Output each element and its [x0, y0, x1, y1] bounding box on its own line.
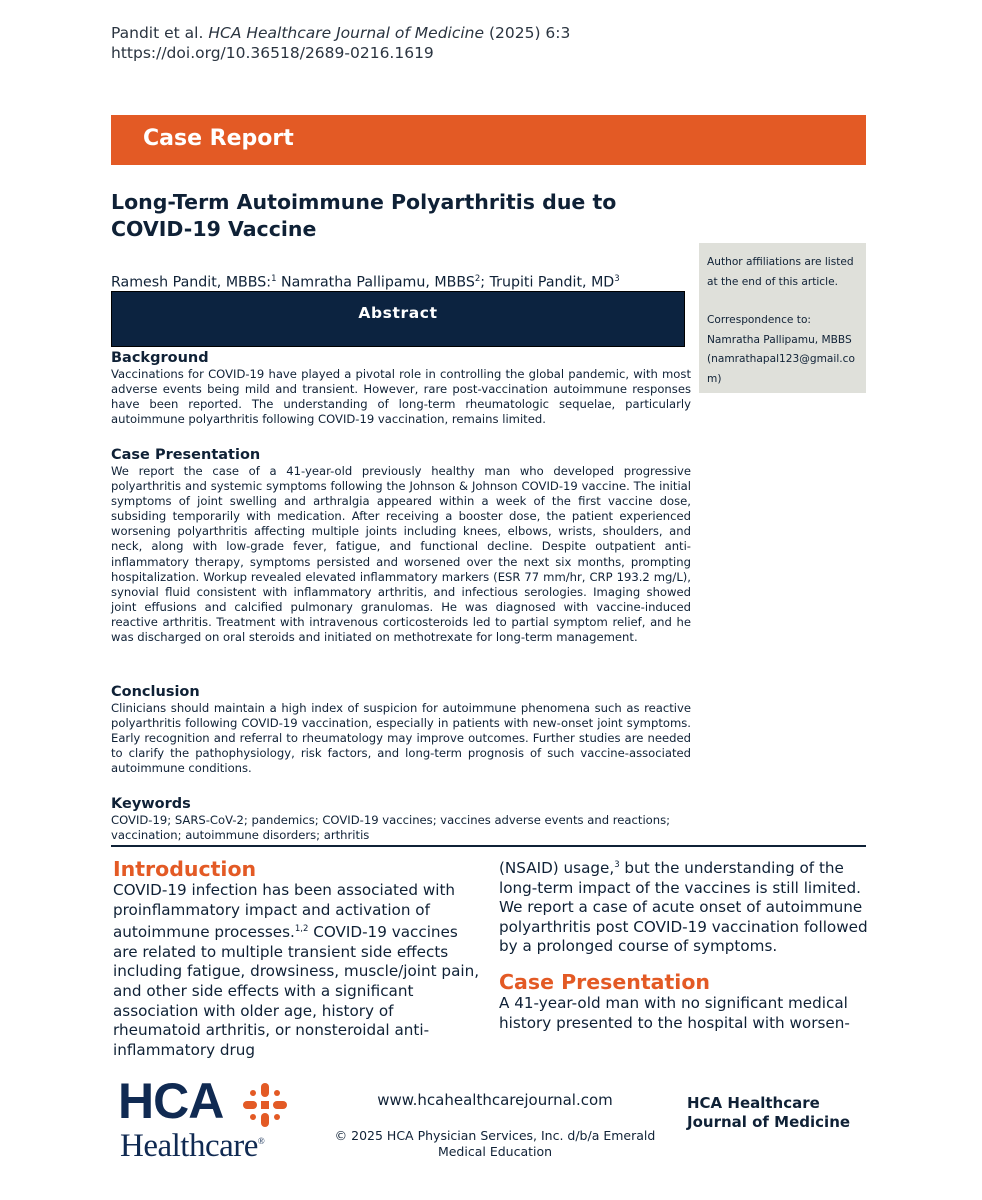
introduction-text-part: but the understanding of the long-term impact of the vaccines is still limited. We report a case of acute onset of autoimmune polyarthritis post COVID-19 vaccination followed by a prolonged course of symptoms. — [499, 859, 868, 956]
section-divider — [111, 845, 866, 847]
introduction-heading: Introduction — [113, 857, 257, 881]
correspondence-label: Correspondence to: — [707, 314, 811, 326]
author-affiliation-mark: 2 — [474, 274, 481, 284]
introduction-continued-text — [499, 856, 869, 957]
hca-healthcare-logo — [118, 1075, 308, 1170]
section-text: We report the case of a 41-year-old previously healthy man who developed progressive polyarthritis and systemic symptoms following the Johnson & Johnson COVID-19 vaccine. The initial symptoms of joint swelling and arthralgia appeared within a week of the first vaccine dose, subsiding temporarily with medication. After receiving a booster dose, the patient experienced worsening polyarthritis affecting multiple joints including knees, elbows, wrists, shoulders, and neck, along with low-grade fever, fatigue, and functional decline. Despite outpatient anti-inflammatory therapy, symptoms persisted and worsened over the next six months, prompting hospitalization. Workup revealed elevated inflammatory markers (ESR 77 mm/hr, CRP 193.2 mg/L), synovial fluid consistent with inflammatory arthritis, and infectious serologies. Imaging showed joint effusions and calcified pulmonary granulomas. He was diagnosed with vaccine-induced reactive arthritis. Treatment with intravenous corticosteroids led to partial symptom relief, and he was discharged on oral steroids and initiated on methotrexate for long-term management. — [111, 464, 691, 645]
citation-authors: Pandit et al. — [111, 24, 204, 42]
journal-website-link[interactable]: www.hcahealthcarejournal.com — [377, 1091, 613, 1109]
copyright-notice: © 2025 HCA Physician Services, Inc. d/b/a Emerald Medical Education — [334, 1128, 656, 1159]
logo-wordmark-top: HCA — [118, 1073, 224, 1129]
author-affiliation-mark: 3 — [614, 274, 620, 284]
journal-name-footer: HCA Healthcare Journal of Medicine — [687, 1094, 851, 1131]
section-text: Clinicians should maintain a high index of suspicion for autoimmune phenomena such as reactive polyarthritis following COVID-19 vaccination, especially in patients with new-onset joint symptoms. Early recognition and referral to rheumatology may improve outcomes. Further studies are needed to clarify the pathophysiology, risk factors, and long-term prognosis of such vaccine-associated autoimmune conditions. — [111, 701, 691, 776]
logo-wordmark-bottom — [120, 1123, 264, 1164]
section-text: Vaccinations for COVID-19 have played a pivotal role in controlling the global pandemic, with most adverse events being mild and transient. However, rare post-vaccination autoimmune responses have been reported. The understanding of long-term rheumatologic sequelae, particularly autoimmune polyarthritis following COVID-19 vaccination, remains limited. — [111, 367, 691, 427]
article-title-line-2: COVID-19 Vaccine — [111, 217, 317, 241]
abstract-case-section — [111, 447, 691, 645]
author-list — [111, 269, 620, 293]
section-heading: Conclusion — [111, 684, 200, 700]
citation-header — [111, 23, 570, 63]
logo-cross-icon — [241, 1081, 289, 1129]
section-heading: Keywords — [111, 796, 191, 812]
article-type-banner — [111, 115, 866, 165]
abstract-keywords-section — [111, 796, 671, 843]
section-heading: Background — [111, 350, 209, 366]
abstract-heading: Abstract — [358, 304, 438, 322]
abstract-conclusion-section — [111, 684, 691, 776]
author-name: Namratha Pallipamu, MBBS — [281, 274, 475, 291]
abstract-header-bar — [111, 291, 685, 347]
affiliations-note: Author affiliations are listed at the end of this article. — [707, 256, 854, 288]
body-column-right — [499, 856, 869, 1033]
article-title — [111, 189, 671, 243]
case-presentation-heading: Case Presentation — [499, 970, 710, 995]
citation-issue: (2025) 6:3 — [488, 24, 571, 42]
logo-wordmark-text: Healthcare — [120, 1128, 258, 1164]
author-affiliation-mark: 1 — [271, 274, 277, 284]
introduction-text-part: COVID-19 infection has been associated with proinflammatory impact and activation of autoimmune processes. — [113, 881, 456, 942]
introduction-text — [113, 881, 483, 1060]
section-heading: Case Presentation — [111, 447, 261, 463]
author-name: ; Trupiti Pandit, MD — [480, 274, 615, 291]
affiliation-sidebar — [699, 243, 866, 393]
case-presentation-text: A 41-year-old man with no significant medical history presented to the hospital with worsen- — [499, 994, 850, 1032]
citation-superscript: 3 — [614, 860, 620, 870]
body-column-left — [113, 857, 483, 1060]
citation-journal: HCA Healthcare Journal of Medicine — [208, 24, 485, 42]
correspondence-name: Namratha Pallipamu, MBBS — [707, 333, 852, 346]
article-type-label: Case Report — [143, 126, 294, 151]
introduction-text-part: COVID-19 vaccines are related to multiple transient side effects including fatigue, drowsiness, muscle/joint pain, and other side effects with a significant association with older age, history of rheumatoid arthritis, or nonsteroidal anti-inflammatory drug — [113, 923, 480, 1059]
doi-link[interactable]: https://doi.org/10.36518/2689-0216.1619 — [111, 44, 434, 62]
author-name: Ramesh Pandit, MBBS: — [111, 274, 272, 291]
citation-superscript: 1,2 — [294, 924, 309, 935]
introduction-text-part: (NSAID) usage, — [499, 859, 615, 878]
abstract-background-section — [111, 350, 691, 427]
keywords-text: COVID-19; SARS-CoV-2; pandemics; COVID-19 vaccines; vaccines adverse events and reactions; vaccination; autoimmune disorders; arthritis — [111, 813, 671, 843]
footer-center — [330, 1090, 660, 1160]
correspondence-email[interactable]: (namrathapal123@gmail.com) — [707, 353, 855, 385]
registered-mark: ® — [257, 1136, 265, 1146]
article-title-line-1: Long-Term Autoimmune Polyarthritis due to — [111, 190, 617, 214]
